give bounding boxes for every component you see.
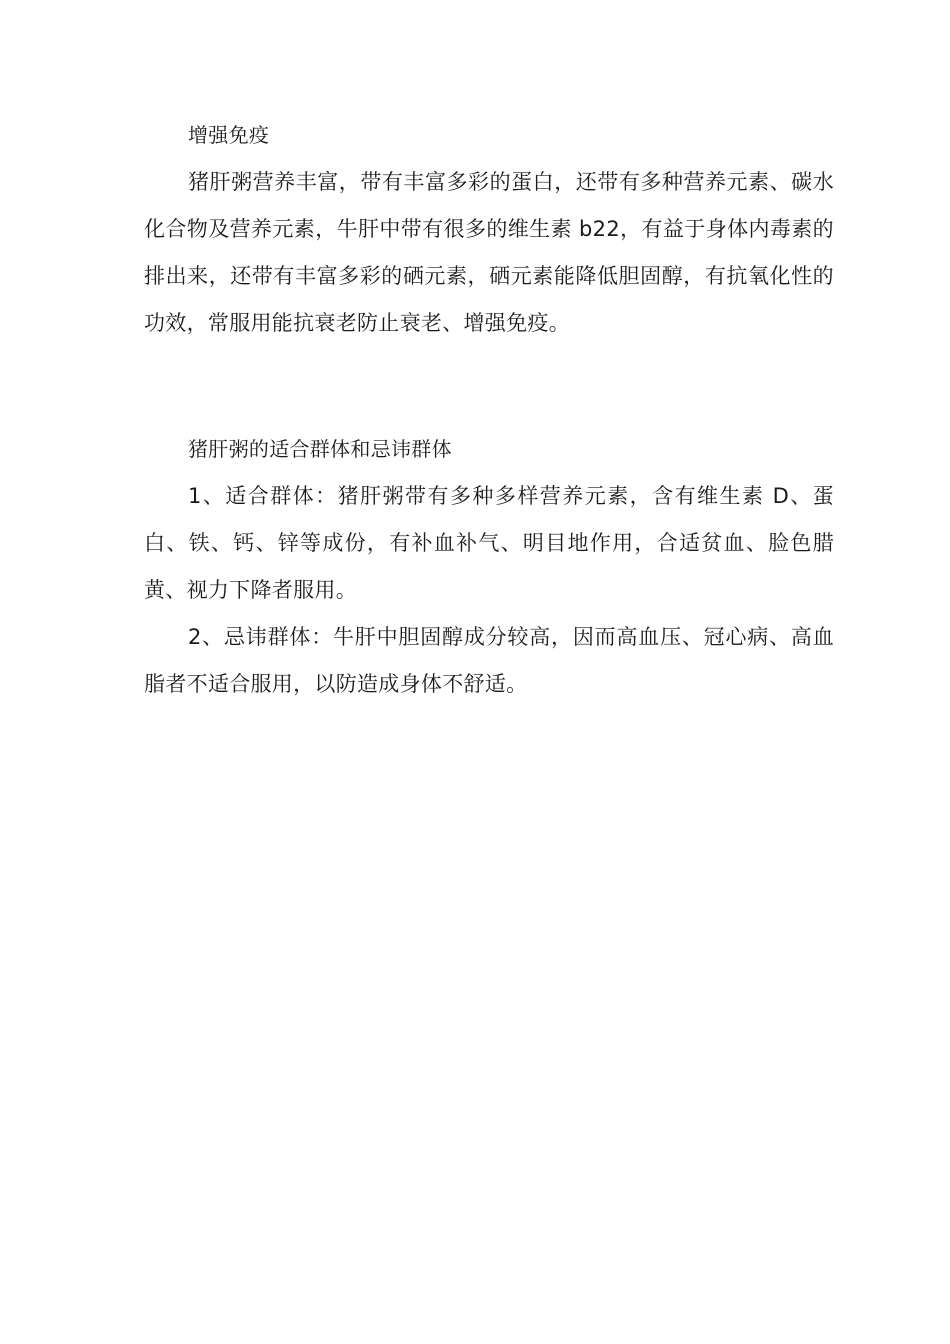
section-heading-groups: 猪肝粥的适合群体和忌讳群体 [188,437,452,461]
section-heading-immunity: 增强免疫 [188,123,270,147]
paragraph-taboo-groups: 2、忌讳群体：牛肝中胆固醇成分较高，因而高血压、冠心病、高血脂者不适合服用，以防造成身体不舒适。 [144,625,834,696]
paragraph-suitable-groups: 1、适合群体：猪肝粥带有多种多样营养元素，含有维生素 D、蛋白、铁、钙、锌等成份，有补血补气、明目地作用，合适贫血、脸色腊黄、视力下降者服用。 [144,484,834,602]
section-spacer [144,347,834,426]
document-body [144,112,834,708]
paragraph-immunity: 猪肝粥营养丰富，带有丰富多彩的蛋白，还带有多种营养元素、碳水化合物及营养元素，牛肝中带有很多的维生素 b22，有益于身体内毒素的排出来，还带有丰富多彩的硒元素，硒元素能降低胆固醇，有抗氧化性的功效，常服用能抗衰老防止衰老、增强免疫。 [144,170,834,335]
